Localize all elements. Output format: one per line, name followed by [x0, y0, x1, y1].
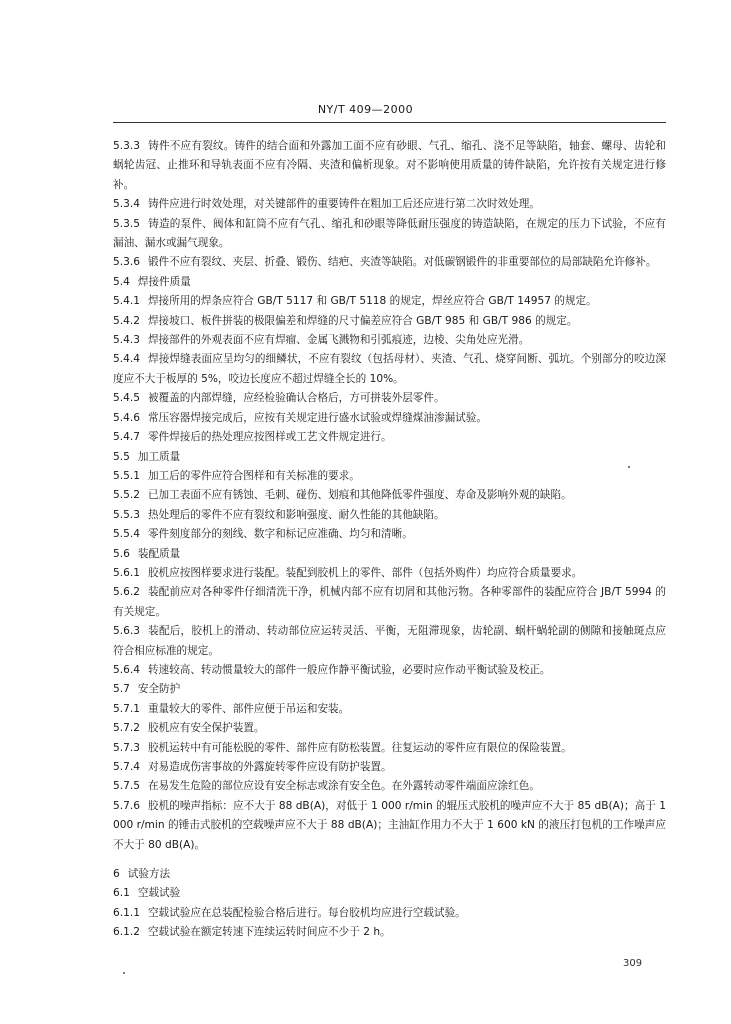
clause-text: 常压容器焊接完成后，应按有关规定进行盛水试验或焊缝煤油渗漏试验。	[147, 411, 487, 424]
clause-number: 5.3.6	[113, 256, 140, 269]
clause-text: 铸造的泵件、阀体和缸筒不应有气孔、缩孔和砂眼等降低耐压强度的铸造缺陷，在规定的压力下试验，不应有漏油、漏水或漏气现象。	[113, 217, 666, 250]
clause-5-4-1	[113, 292, 666, 311]
page-header: NY/T 409—2000	[317, 103, 414, 116]
clause-6-1-2	[113, 923, 666, 942]
clause-text: 热处理后的零件不应有裂纹和影响强度、耐久性能的其他缺陷。	[147, 508, 445, 521]
clause-5-6	[113, 545, 666, 564]
clause-number: 5.6.3	[113, 625, 140, 638]
clause-5-7-1	[113, 700, 666, 719]
clause-5-7-5	[113, 777, 666, 796]
clause-text: 重量较大的零件、部件应便于吊运和安装。	[147, 702, 350, 715]
clause-text: 对易造成伤害事故的外露旋转零件应设有防护装置。	[147, 761, 392, 773]
clause-number: 5.6	[113, 547, 130, 560]
clause-number: 5.3.5	[113, 217, 140, 230]
clause-number: 5.4.6	[113, 411, 140, 424]
clause-5-7	[113, 680, 666, 699]
clause-6	[113, 865, 666, 884]
clause-number: 5.3.3	[113, 140, 140, 152]
clause-5-4-6	[113, 409, 666, 428]
clause-text: 试验方法	[127, 868, 171, 881]
clause-text: 装配质量	[137, 547, 181, 560]
clause-text: 焊接所用的焊条应符合 GB/T 5117 和 GB/T 5118 的规定，焊丝应符合 GB/T 14957 的规定。	[147, 295, 597, 308]
clause-number: 6.1	[113, 887, 130, 900]
clause-number: 5.4.7	[113, 431, 140, 444]
clause-5-4-3	[113, 331, 666, 350]
clause-number: 5.4.4	[113, 353, 140, 366]
clause-number: 5.6.4	[113, 663, 140, 676]
clause-text: 胶机应按图样要求进行装配。装配到胶机上的零件、部件（包括外购件）均应符合质量要求。	[147, 566, 583, 579]
clause-number: 5.4	[113, 275, 130, 288]
clause-5-3-3	[113, 137, 666, 195]
clause-5-5-4	[113, 525, 666, 544]
clause-text: 铸件不应有裂纹。铸件的结合面和外露加工面不应有砂眼、气孔、缩孔、浇不足等缺陷，轴套、螺母、齿轮和蜗轮齿冠、止推环和导轨表面不应有冷隔、夹渣和偏析现象。对不影响使用质量的铸件缺陷，允许按有关规定进行修补。	[113, 140, 666, 191]
scan-speck	[628, 466, 630, 468]
clause-5-3-4	[113, 195, 666, 214]
clause-5-5-3	[113, 506, 666, 525]
clause-5-5-1	[113, 467, 666, 486]
clause-text: 装配后，胶机上的滑动、转动部位应运转灵活、平衡，无阻滞现象，齿轮副、蜗杆蜗轮副的侧隙和接触斑点应符合相应标准的规定。	[113, 625, 666, 657]
clause-number: 5.5.4	[113, 528, 140, 541]
clause-text: 空载试验	[137, 887, 181, 900]
clause-text: 焊接件质量	[137, 275, 191, 288]
clause-number: 5.5.1	[113, 469, 140, 482]
clause-text: 胶机的噪声指标：应不大于 88 dB(A)，对低于 1 000 r/min 的辊压式胶机的噪声应不大于 85 dB(A)；高于 1 000 r/min 的锤击式胶机的空载噪声应不大于 88 dB(A)；主油缸作用力不大于 1 600 kN 的液压打包机的工作噪声应不大于 80 dB(A)。	[113, 799, 666, 851]
clause-number: 5.4.1	[113, 295, 140, 308]
clause-text: 锻件不应有裂纹、夹层、折叠、锻伤、结疤、夹渣等缺陷。对低碳钢锻件的非重要部位的局部缺陷允许修补。	[147, 256, 657, 269]
clause-5-6-4	[113, 661, 666, 680]
clause-5-6-1	[113, 564, 666, 583]
clause-number: 5.7.5	[113, 780, 140, 793]
clause-text: 已加工表面不应有锈蚀、毛刺、碰伤、划痕和其他降低零件强度、寿命及影响外观的缺陷。	[147, 489, 572, 502]
clause-text: 装配前应对各种零件仔细清洗干净，机械内部不应有切屑和其他污物。各种零部件的装配应符合 JB/T 5994 的有关规定。	[113, 586, 666, 618]
body-content	[113, 137, 666, 943]
clause-5-7-6	[113, 797, 666, 855]
clause-5-3-5	[113, 215, 666, 254]
clause-text: 在易发生危险的部位应设有安全标志或涂有安全色。在外露转动零件端面应涂红色。	[147, 780, 540, 793]
clause-5-7-2	[113, 719, 666, 738]
clause-number: 5.5	[113, 450, 130, 463]
clause-text: 零件焊接后的热处理应按图样或工艺文件规定进行。	[147, 431, 392, 444]
clause-text: 空载试验应在总装配检验合格后进行。每台胶机均应进行空载试验。	[147, 906, 466, 919]
clause-5-7-4	[113, 758, 666, 777]
clause-text: 焊接坡口、板件拼装的极限偏差和焊缝的尺寸偏差应符合 GB/T 985 和 GB/T 986 的规定。	[147, 314, 578, 327]
clause-6-1-1	[113, 904, 666, 923]
clause-number: 6	[113, 868, 120, 881]
clause-text: 胶机运转中有可能松脱的零件、部件应有防松装置。往复运动的零件应有限位的保险装置。	[147, 741, 572, 754]
clause-number: 5.7.6	[113, 799, 140, 812]
clause-text: 转速较高、转动惯量较大的部件一般应作静平衡试验，必要时应作动平衡试验及校正。	[147, 663, 551, 676]
page-number: 309	[623, 958, 643, 969]
clause-text: 胶机应有安全保护装置。	[147, 722, 265, 735]
clause-text: 加工质量	[137, 450, 181, 463]
clause-number: 5.7.4	[113, 761, 140, 773]
clause-text: 加工后的零件应符合图样和有关标准的要求。	[147, 469, 360, 482]
clause-5-4-4	[113, 350, 666, 389]
clause-number: 5.5.2	[113, 489, 140, 502]
clause-number: 5.6.2	[113, 586, 140, 599]
clause-text: 零件刻度部分的刻线、数字和标记应准确、均匀和清晰。	[147, 528, 413, 541]
clause-5-4-2	[113, 312, 666, 331]
clause-number: 5.7	[113, 683, 130, 696]
clause-5-6-2	[113, 583, 666, 622]
clause-5-5-2	[113, 486, 666, 505]
clause-number: 5.4.5	[113, 392, 140, 405]
clause-text: 铸件应进行时效处理，对关键部件的重要铸件在粗加工后还应进行第二次时效处理。	[147, 198, 540, 211]
clause-number: 5.4.3	[113, 334, 140, 347]
clause-5-4	[113, 273, 666, 292]
section-6-clauses	[113, 865, 666, 943]
clause-number: 5.7.3	[113, 741, 140, 754]
scan-speck	[123, 972, 125, 974]
clause-number: 6.1.2	[113, 926, 140, 939]
clause-5-4-7	[113, 428, 666, 447]
clause-text: 焊接焊缝表面应呈均匀的细鳞状，不应有裂纹（包括母材）、夹渣、气孔、烧穿间断、弧坑。个别部分的咬边深度应不大于板厚的 5%，咬边长度应不超过焊缝全长的 10%。	[113, 353, 666, 385]
clause-5-5	[113, 448, 666, 467]
clause-number: 5.7.2	[113, 722, 140, 735]
clause-number: 5.3.4	[113, 198, 140, 211]
clause-number: 5.7.1	[113, 702, 140, 715]
section-5-clauses	[113, 137, 666, 855]
clause-number: 5.4.2	[113, 314, 140, 327]
clause-text: 焊接部件的外观表面不应有焊瘤、金属飞溅物和引弧痕迹，边棱、尖角处应光滑。	[147, 334, 530, 347]
clause-text: 安全防护	[137, 683, 181, 696]
clause-5-3-6	[113, 253, 666, 272]
clause-6-1	[113, 884, 666, 903]
clause-number: 6.1.1	[113, 906, 140, 919]
clause-5-4-5	[113, 389, 666, 408]
clause-5-7-3	[113, 739, 666, 758]
clause-number: 5.5.3	[113, 508, 140, 521]
clause-5-6-3	[113, 622, 666, 661]
clause-number: 5.6.1	[113, 566, 140, 579]
clause-text: 被覆盖的内部焊缝，应经检验确认合格后，方可拼装外层零件。	[147, 392, 445, 405]
header-rule	[113, 122, 666, 123]
clause-text: 空载试验在额定转速下连续运转时间应不少于 2 h。	[147, 926, 391, 939]
